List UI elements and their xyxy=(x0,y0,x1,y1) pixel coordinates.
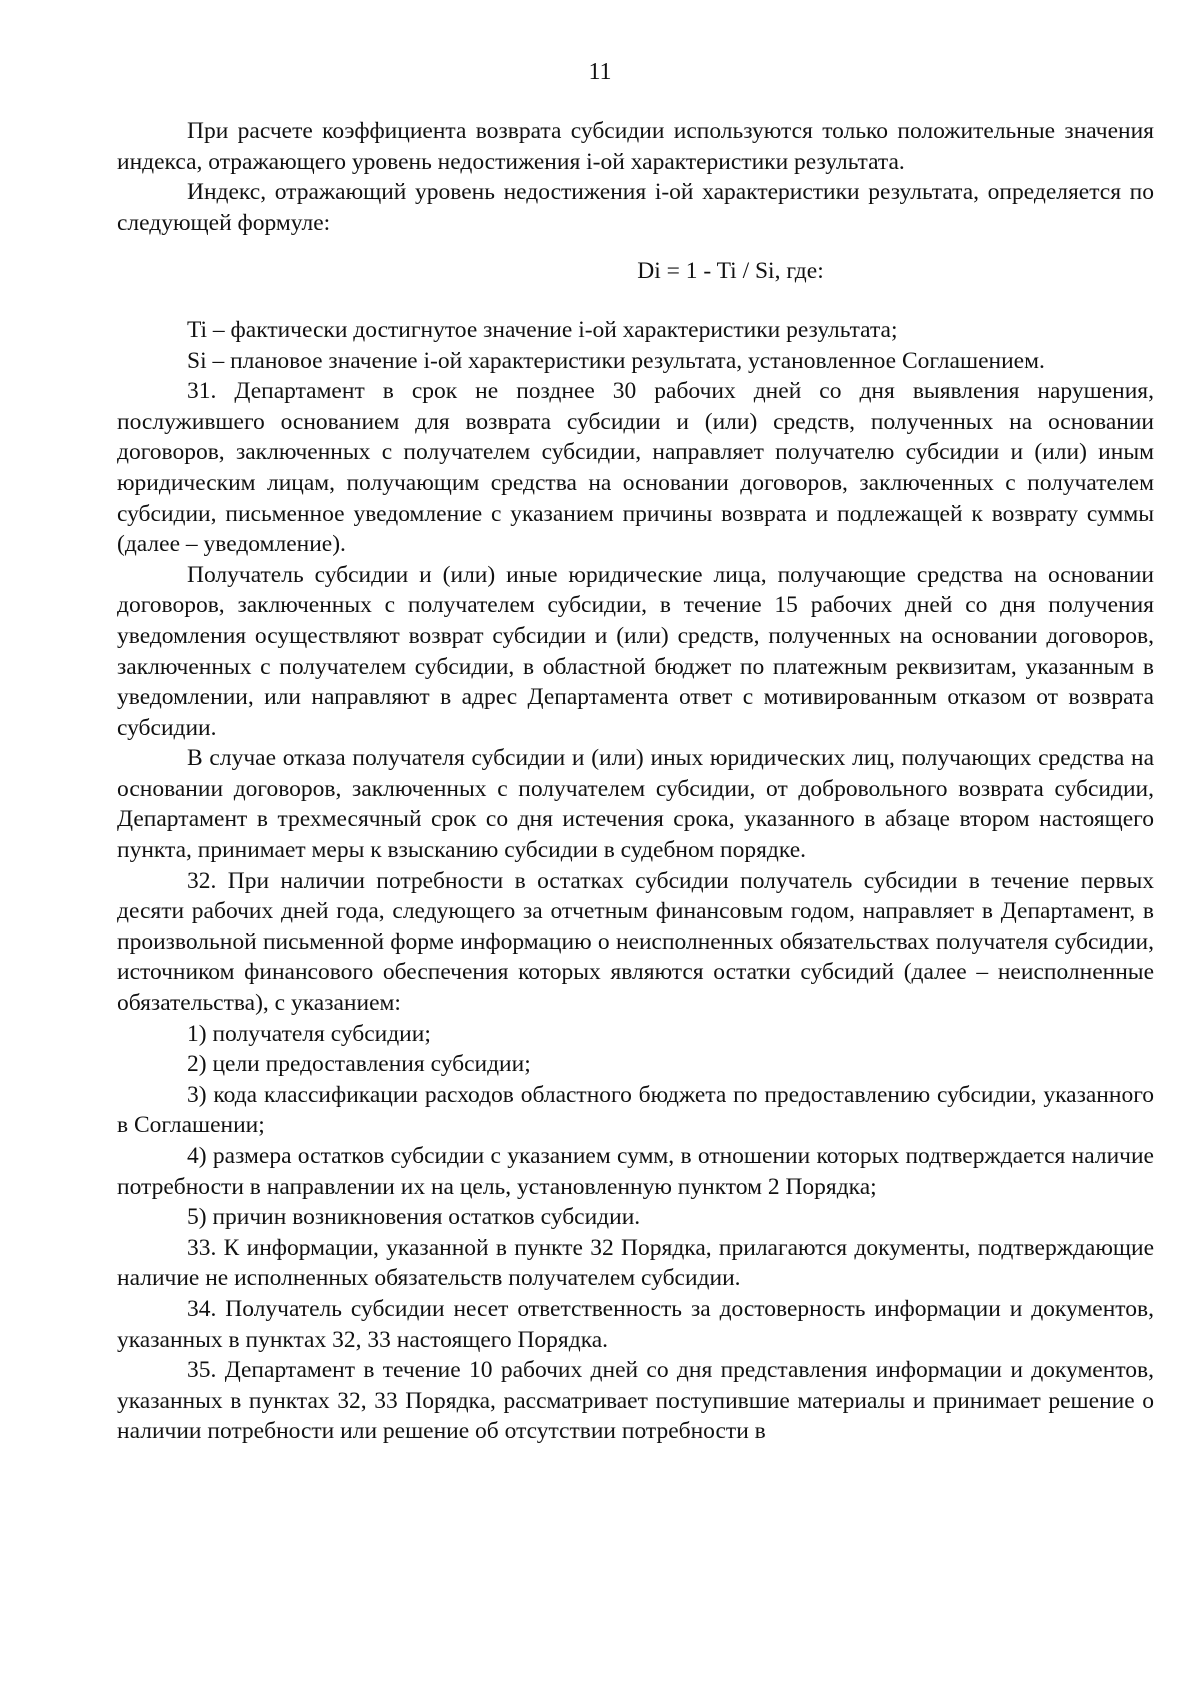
paragraph-item-34: 34. Получатель субсидии несет ответственность за достоверность информации и документов, указанных в пунктах 32, 33 настоящего Порядка. xyxy=(117,1295,1154,1353)
document-body xyxy=(117,116,1154,1447)
paragraph-ti-definition: Ti – фактически достигнутое значение i-ой характеристики результата; xyxy=(187,316,898,343)
paragraph-item-33: 33. К информации, указанной в пункте 32 Порядка, прилагаются документы, подтверждающие наличие не исполненных обязательств получателем субсидии. xyxy=(117,1234,1154,1292)
paragraph-item-32: 32. При наличии потребности в остатках субсидии получатель субсидии в течение первых десяти рабочих дней года, следующего за отчетным финансовым годом, направляет в Департамент, в произвольной письменной форме информацию о неисполненных обязательствах получателя субсидии, источником финансового обеспечения которых являются остатки субсидий (далее – неисполненные обязательства), с указанием: xyxy=(117,867,1154,1017)
page-number: 11 xyxy=(588,59,612,85)
list-item-2: 2) цели предоставления субсидии; xyxy=(187,1051,531,1078)
paragraph-si-definition: Si – плановое значение i-ой характеристики результата, установленное Соглашением. xyxy=(187,347,1045,374)
list-item-3: 3) кода классификации расходов областного бюджета по предоставлению субсидии, указанного в Соглашении; xyxy=(117,1081,1154,1139)
paragraph-index-definition: Индекс, отражающий уровень недостижения i-ой характеристики результата, определяется по следующей формуле: xyxy=(117,179,1154,236)
paragraph-item-35: 35. Департамент в течение 10 рабочих дней со дня представления информации и документов, указанных в пунктах 32, 33 Порядка, рассматривает поступившие материалы и принимает решение о наличии потребности или решение об отсутствии потребности в xyxy=(117,1357,1154,1445)
list-item-4: 4) размера остатков субсидии с указанием сумм, в отношении которых подтверждается наличие потребности в направлении их на цель, установленную пунктом 2 Порядка; xyxy=(117,1143,1154,1200)
paragraph-refusal-case: В случае отказа получателя субсидии и (или) иных юридических лиц, получающих средства на основании договоров, заключенных с получателем субсидии, от добровольного возврата субсидии, Департамент в трехмесячный срок со дня истечения срока, указанного в абзаце втором настоящего пункта, принимает меры к взысканию субсидии в судебном порядке. xyxy=(117,745,1154,864)
paragraph-refund-procedure: Получатель субсидии и (или) иные юридические лица, получающие средства на основании договоров, заключенных с получателем субсидии, в течение 15 рабочих дней со дня получения уведомления осуществляют возврат субсидии и (или) средств, полученных на основании договоров, заключенных с получателем субсидии, в областной бюджет по платежным реквизитам, указанным в уведомлении, или направляют в адрес Департамента ответ с мотивированным отказом от возврата субсидии. xyxy=(117,561,1154,741)
formula: Di = 1 - Ti / Si, где: xyxy=(637,258,824,285)
list-item-5: 5) причин возникновения остатков субсидии. xyxy=(187,1204,641,1231)
list-item-1: 1) получателя субсидии; xyxy=(187,1020,431,1047)
paragraph-item-31: 31. Департамент в срок не позднее 30 рабочих дней со дня выявления нарушения, послужившего основанием для возврата субсидии и (или) средств, полученных на основании договоров, заключенных с получателем субсидии, направляет получателю субсидии и (или) иным юридическим лицам, получающим средства на основании договоров, заключенных с получателем субсидии, письменное уведомление с указанием причины возврата и подлежащей к возврату суммы (далее – уведомление). xyxy=(117,378,1154,558)
paragraph-index-note: При расчете коэффициента возврата субсидии используются только положительные значения индекса, отражающего уровень недостижения i-ой характеристики результата. xyxy=(117,118,1154,175)
